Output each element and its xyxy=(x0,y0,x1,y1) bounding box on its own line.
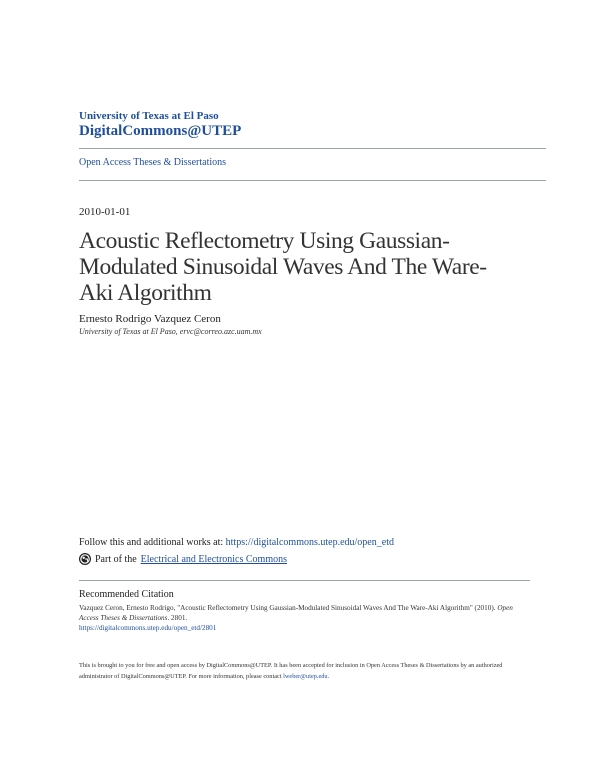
commons-link[interactable]: Electrical and Electronics Commons xyxy=(140,553,287,565)
part-of-line xyxy=(79,553,287,565)
access-footnote xyxy=(79,660,529,682)
repository-name[interactable]: DigitalCommons@UTEP xyxy=(79,123,242,139)
citation-number: . 2801. xyxy=(167,614,188,622)
divider-bottom xyxy=(79,180,546,181)
divider-top xyxy=(79,148,546,149)
follow-label: Follow this and additional works at: xyxy=(79,537,226,548)
collection-link[interactable]: Open Access Theses & Dissertations xyxy=(79,157,227,168)
follow-url-link[interactable]: https://digitalcommons.utep.edu/open_etd xyxy=(225,537,394,548)
citation-url-link[interactable]: https://digitalcommons.utep.edu/open_etd/2801 xyxy=(79,624,217,632)
footnote-text: This is brought to you for free and open access by DigitalCommons@UTEP. It has been accepted for inclusion in Open Access Theses & Dissertations by an authorized administrator of DigitalCommons@UTEP. For more information, please contact xyxy=(79,662,503,680)
document-title: Acoustic Reflectometry Using Gaussian-Modulated Sinusoidal Waves And The Ware-Aki Algorithm xyxy=(79,228,487,306)
institution-name: University of Texas at El Paso xyxy=(79,110,219,122)
follow-line xyxy=(79,537,394,548)
publication-date: 2010-01-01 xyxy=(79,206,131,218)
contact-email-link[interactable]: lweber@utep.edu xyxy=(283,673,328,680)
footnote-period: . xyxy=(327,673,330,680)
creative-commons-icon xyxy=(79,553,91,565)
citation-text xyxy=(79,603,529,633)
citation-divider xyxy=(79,580,530,581)
author-affiliation: University of Texas at El Paso, ervc@correo.azc.uam.mx xyxy=(79,327,262,336)
author-name: Ernesto Rodrigo Vazquez Ceron xyxy=(79,313,221,325)
citation-series: Open Access Theses & Dissertations xyxy=(79,604,513,622)
citation-body: Vazquez Ceron, Ernesto Rodrigo, "Acoustic Reflectometry Using Gaussian-Modulated Sinusoidal Waves And The Ware-Aki Algorithm" (2010). xyxy=(79,604,498,612)
citation-heading: Recommended Citation xyxy=(79,589,174,600)
part-of-label: Part of the xyxy=(95,553,137,565)
